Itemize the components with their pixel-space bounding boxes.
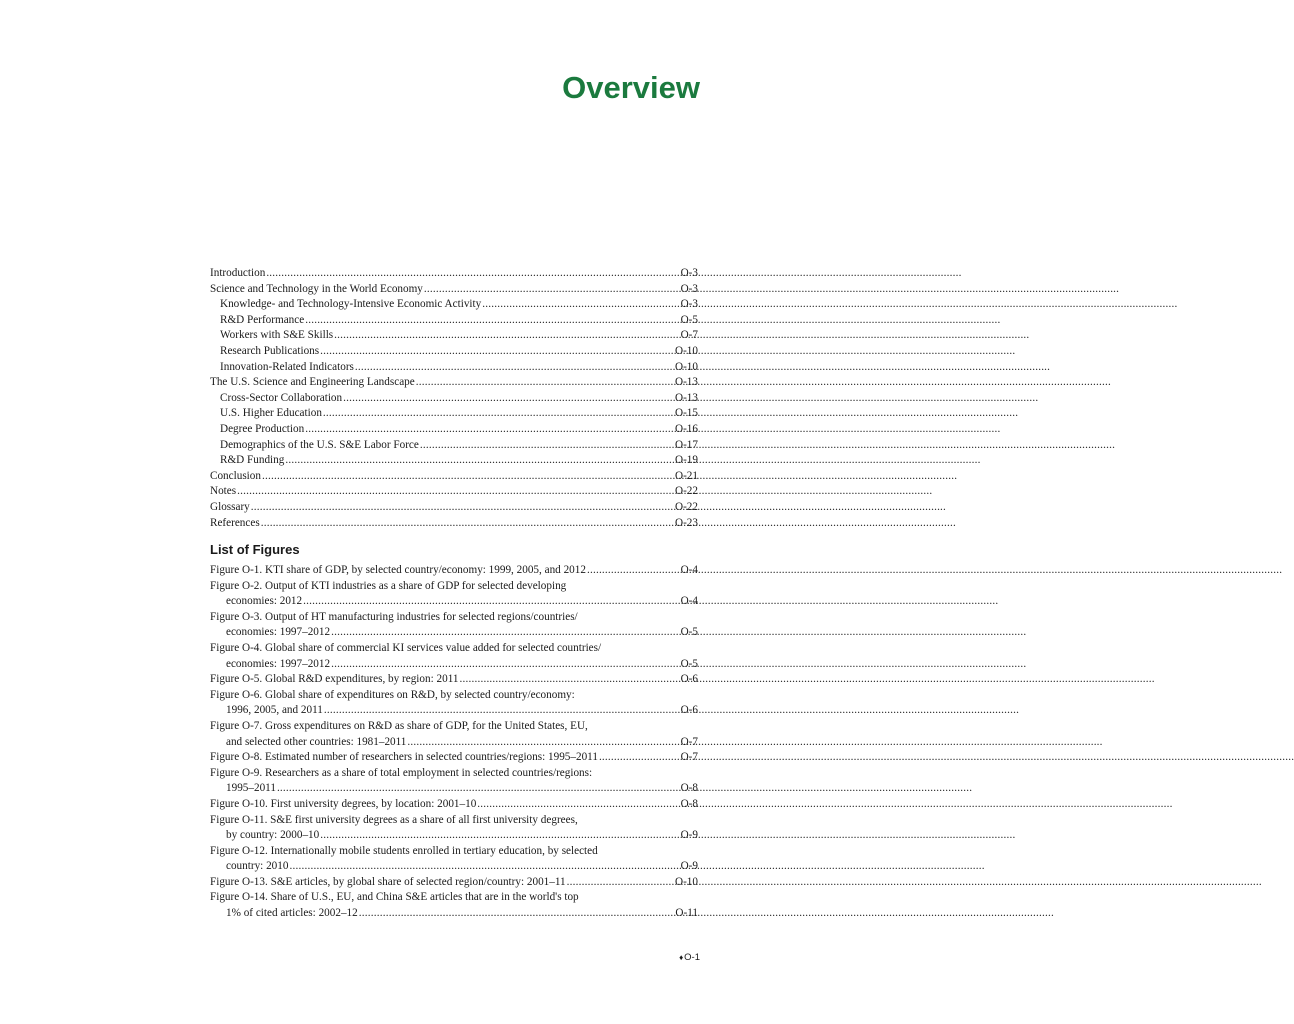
toc-entry[interactable] — [210, 375, 698, 391]
toc-entry[interactable] — [210, 328, 698, 344]
entry-page-number: O-5 — [680, 313, 698, 326]
toc-entry[interactable] — [210, 406, 698, 422]
dot-leader — [305, 422, 674, 438]
figure-entry-row — [210, 735, 698, 751]
entry-page-number: O-10 — [675, 360, 698, 373]
entry-page-number: O-23 — [675, 516, 698, 529]
dot-leader — [424, 282, 680, 298]
entry-label: Introduction — [210, 267, 266, 279]
dot-leader — [320, 828, 679, 844]
figure-entry[interactable] — [210, 610, 698, 641]
entry-label: R&D Funding — [220, 454, 285, 467]
dot-leader — [266, 266, 679, 282]
figure-entry[interactable] — [210, 641, 698, 672]
figure-entry-row — [210, 906, 698, 922]
figure-label-line: Figure O-6. Global share of expenditures on R&D, by selected country/economy: — [210, 688, 575, 701]
toc-entry[interactable] — [210, 266, 698, 282]
entry-label: and selected other countries: 1981–2011 — [226, 735, 407, 748]
folio-page: O-1 — [684, 952, 700, 963]
dot-leader — [277, 781, 680, 797]
entry-page-number: O-3 — [680, 267, 698, 279]
entry-label: U.S. Higher Education — [220, 407, 322, 420]
figure-entry-row — [210, 859, 698, 875]
figure-entry-row — [210, 672, 698, 688]
figure-entry-row — [210, 875, 698, 891]
table-of-contents — [210, 266, 698, 531]
figure-entry[interactable] — [210, 563, 698, 579]
entry-label: economies: 1997–2012 — [226, 657, 331, 670]
entry-page-number: O-7 — [680, 329, 698, 342]
entry-label: Notes — [210, 485, 237, 498]
figure-label-line: Figure O-2. Output of KTI industries as a share of GDP for selected developing — [210, 579, 567, 592]
figure-entry-row — [210, 625, 698, 641]
figure-entry[interactable] — [210, 579, 698, 610]
figure-entry-row — [210, 594, 698, 610]
toc-entry[interactable] — [210, 313, 698, 329]
entry-label: country: 2010 — [226, 860, 289, 873]
list-of-figures — [210, 563, 698, 922]
entry-label: by country: 2000–10 — [226, 829, 320, 842]
entry-label: economies: 1997–2012 — [226, 626, 331, 639]
figure-entry[interactable] — [210, 890, 698, 921]
entry-page-number: O-9 — [680, 829, 698, 842]
dot-leader — [482, 297, 679, 313]
dot-leader — [343, 391, 674, 407]
dot-leader — [599, 750, 680, 766]
entry-page-number: O-21 — [675, 469, 698, 482]
figure-entry-row — [210, 781, 698, 797]
toc-entry[interactable] — [210, 453, 698, 469]
dot-leader — [303, 594, 679, 610]
entry-label: 1% of cited articles: 2002–12 — [226, 907, 358, 920]
toc-entry[interactable] — [210, 297, 698, 313]
toc-entry[interactable] — [210, 391, 698, 407]
entry-label: Knowledge- and Technology-Intensive Economic Activity — [220, 298, 482, 311]
entry-page-number: O-13 — [675, 376, 698, 389]
dot-leader — [331, 625, 680, 641]
figure-entry[interactable] — [210, 750, 698, 766]
entry-label: economies: 2012 — [226, 595, 303, 608]
entry-page-number: O-17 — [675, 438, 698, 451]
toc-entry[interactable] — [210, 469, 698, 485]
entry-label: Figure O-5. Global R&D expenditures, by region: 2011 — [210, 673, 459, 686]
entry-label: Glossary — [210, 500, 250, 513]
dot-leader — [262, 469, 674, 485]
figure-label-line: Figure O-12. Internationally mobile students enrolled in tertiary education, by selected — [210, 844, 598, 857]
dot-leader — [416, 375, 674, 391]
entry-page-number: O-4 — [680, 595, 698, 608]
entry-page-number: O-4 — [680, 564, 698, 576]
dot-leader — [334, 328, 679, 344]
figure-entry[interactable] — [210, 766, 698, 797]
figure-entry[interactable] — [210, 688, 698, 719]
figure-label-line: Figure O-7. Gross expenditures on R&D as share of GDP, for the United States, EU, — [210, 719, 588, 732]
figure-label-line: Figure O-14. Share of U.S., EU, and China S&E articles that are in the world's top — [210, 891, 579, 904]
entry-page-number: O-13 — [675, 391, 698, 404]
toc-entry[interactable] — [210, 422, 698, 438]
dot-leader — [320, 344, 674, 360]
figure-entry[interactable] — [210, 797, 698, 813]
figure-entry[interactable] — [210, 844, 698, 875]
entry-label: Figure O-1. KTI share of GDP, by selected country/economy: 1999, 2005, and 2012 — [210, 564, 586, 576]
figure-label-line: Figure O-3. Output of HT manufacturing industries for selected regions/countries/ — [210, 610, 578, 623]
dot-leader — [289, 859, 679, 875]
dot-leader — [459, 672, 679, 688]
dot-leader — [420, 438, 674, 454]
toc-entry[interactable] — [210, 438, 698, 454]
entry-label: Figure O-8. Estimated number of researchers in selected countries/regions: 1995–2011 — [210, 751, 598, 764]
dot-leader — [567, 875, 674, 891]
figure-entry[interactable] — [210, 875, 698, 891]
entry-page-number: O-7 — [680, 735, 698, 748]
entry-label: Demographics of the U.S. S&E Labor Force — [220, 438, 419, 451]
figure-entry[interactable] — [210, 672, 698, 688]
dot-leader — [261, 516, 674, 532]
entry-page-number: O-16 — [675, 422, 698, 435]
dot-leader — [407, 735, 679, 751]
toc-entry[interactable] — [210, 282, 698, 298]
figure-label-line: Figure O-4. Global share of commercial KI services value added for selected countries/ — [210, 641, 602, 654]
entry-page-number: O-19 — [675, 454, 698, 467]
entry-page-number: O-7 — [680, 751, 698, 764]
toc-entry[interactable] — [210, 360, 698, 376]
entry-label: The U.S. Science and Engineering Landscape — [210, 376, 415, 389]
toc-entry[interactable] — [210, 344, 698, 360]
entry-label: Figure O-10. First university degrees, by location: 2001–10 — [210, 797, 477, 810]
entry-page-number: O-8 — [680, 782, 698, 795]
figure-entry-row — [210, 750, 698, 766]
entry-label: Innovation-Related Indicators — [220, 360, 354, 373]
figure-entry-row — [210, 797, 698, 813]
entry-label: Research Publications — [220, 344, 320, 357]
entry-label: 1995–2011 — [226, 782, 276, 795]
dot-leader — [237, 484, 674, 500]
dot-leader — [251, 500, 674, 516]
entry-page-number: O-8 — [680, 797, 698, 810]
dot-leader — [587, 563, 680, 579]
dot-leader — [285, 453, 674, 469]
entry-page-number: O-10 — [675, 875, 698, 888]
figure-label-line: Figure O-9. Researchers as a share of total employment in selected countries/regions: — [210, 766, 593, 779]
entry-label: Workers with S&E Skills — [220, 329, 334, 342]
dot-leader — [355, 360, 674, 376]
entry-page-number: O-15 — [675, 407, 698, 420]
dot-leader — [477, 797, 679, 813]
page-title: Overview — [562, 70, 700, 105]
list-of-figures-title: List of Figures — [210, 542, 300, 557]
toc-entry[interactable] — [210, 484, 698, 500]
entry-label: References — [210, 516, 260, 529]
diamond-icon: ♦ — [679, 953, 684, 962]
entry-page-number: O-10 — [675, 344, 698, 357]
dot-leader — [323, 406, 674, 422]
dot-leader — [324, 703, 680, 719]
figure-entry[interactable] — [210, 719, 698, 750]
toc-entry[interactable] — [210, 500, 698, 516]
figure-entry-row — [210, 703, 698, 719]
entry-page-number: O-3 — [680, 298, 698, 311]
entry-label: Cross-Sector Collaboration — [220, 391, 343, 404]
entry-label: Conclusion — [210, 469, 261, 482]
figure-entry-row — [210, 657, 698, 673]
entry-page-number: O-9 — [680, 860, 698, 873]
entry-page-number: O-6 — [680, 673, 698, 686]
dot-leader — [331, 657, 680, 673]
entry-page-number: O-11 — [675, 907, 698, 920]
entry-page-number: O-6 — [680, 704, 698, 717]
dot-leader — [359, 906, 675, 922]
entry-page-number: O-5 — [680, 626, 698, 639]
page-number — [679, 952, 700, 963]
entry-label: 1996, 2005, and 2011 — [226, 704, 323, 717]
figure-entry[interactable] — [210, 813, 698, 844]
entry-label: Science and Technology in the World Economy — [210, 282, 423, 295]
toc-entry[interactable] — [210, 516, 698, 532]
figure-entry-row — [210, 828, 698, 844]
entry-page-number: O-22 — [675, 485, 698, 498]
entry-label: R&D Performance — [220, 313, 305, 326]
entry-label: Figure O-13. S&E articles, by global share of selected region/country: 2001–11 — [210, 875, 566, 888]
entry-label: Degree Production — [220, 422, 305, 435]
figure-entry-row — [210, 563, 698, 579]
entry-page-number: O-22 — [675, 500, 698, 513]
dot-leader — [305, 313, 679, 329]
entry-page-number: O-5 — [680, 657, 698, 670]
figure-label-line: Figure O-11. S&E first university degrees as a share of all first university degrees, — [210, 813, 578, 826]
entry-page-number: O-3 — [680, 282, 698, 295]
